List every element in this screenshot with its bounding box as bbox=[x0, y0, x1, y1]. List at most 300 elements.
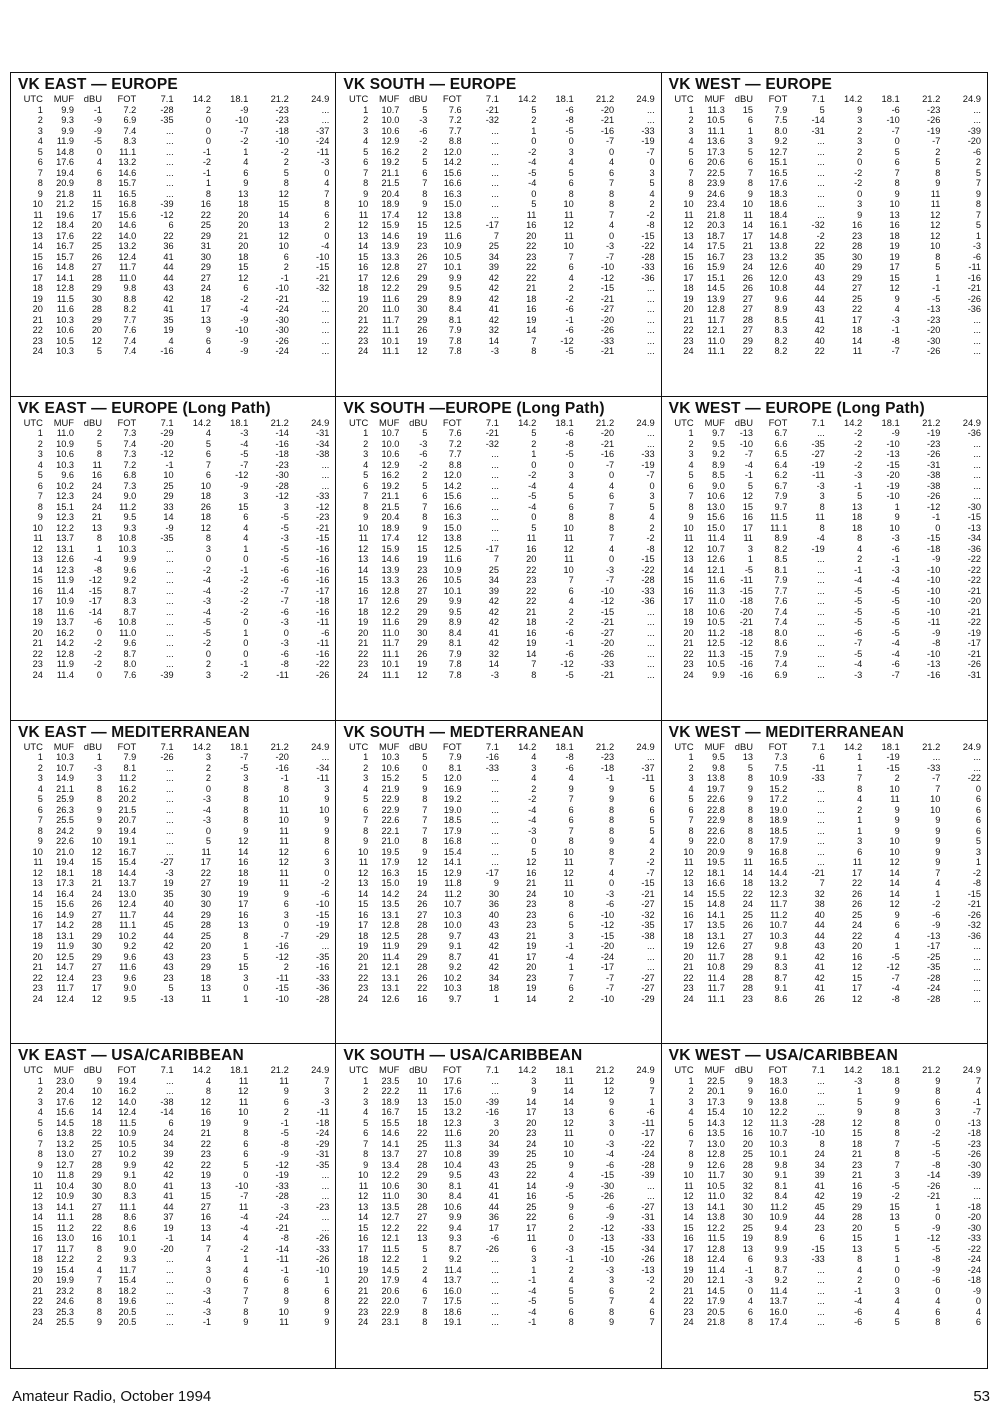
table-cell: 8 bbox=[747, 815, 753, 825]
table-cell: 27 bbox=[417, 1212, 428, 1223]
table-cell: ... bbox=[321, 1170, 330, 1181]
table-row bbox=[343, 136, 654, 147]
table-cell: 23.5 bbox=[381, 1075, 400, 1086]
table-cell: ... bbox=[817, 554, 825, 565]
table-row bbox=[18, 649, 329, 660]
table-cell: 0 bbox=[96, 146, 103, 157]
table-cell: 23 bbox=[358, 659, 369, 670]
table-cell: 8 bbox=[324, 199, 330, 209]
table-cell: 8 bbox=[243, 930, 249, 941]
table-cell: 19 bbox=[683, 941, 694, 951]
column-header: 21.2 bbox=[922, 93, 941, 104]
table-cell: 4 bbox=[649, 836, 655, 846]
table-cell: -8 bbox=[93, 564, 103, 575]
table-cell: 5 bbox=[975, 167, 981, 178]
table-cell: 1 bbox=[688, 104, 694, 115]
table-cell: 11 bbox=[564, 857, 574, 867]
table-cell: 5 bbox=[363, 146, 369, 157]
table-cell: 7 bbox=[568, 972, 574, 983]
table-cell: -22 bbox=[967, 617, 981, 628]
table-row bbox=[669, 1296, 981, 1307]
table-cell: 16 bbox=[526, 543, 537, 554]
table-cell: -39 bbox=[160, 199, 174, 209]
table-row bbox=[669, 1128, 981, 1139]
table-cell: 0 bbox=[894, 1275, 900, 1286]
table-row bbox=[18, 439, 329, 450]
table-cell: 9 bbox=[894, 1096, 900, 1107]
table-cell: 15.6 bbox=[56, 1107, 75, 1118]
table-cell: 6 bbox=[609, 1107, 615, 1118]
table-row bbox=[343, 533, 654, 544]
table-cell: -32 bbox=[641, 909, 655, 920]
table-cell: 22 bbox=[814, 346, 825, 356]
table-cell: 1 bbox=[243, 146, 249, 157]
table-cell: 10.1 bbox=[443, 262, 462, 272]
table-cell: 15 bbox=[683, 251, 694, 262]
table-cell: 19.2 bbox=[381, 157, 400, 167]
table-cell: -28 bbox=[160, 104, 174, 115]
table-cell: 14 bbox=[163, 512, 174, 523]
table-cell: 22 bbox=[526, 241, 537, 251]
table-cell: 6 bbox=[935, 1096, 941, 1107]
table-cell: -15 bbox=[739, 585, 753, 596]
column-header: 21.2 bbox=[922, 1064, 941, 1076]
propagation-panel bbox=[336, 73, 661, 397]
table-cell: -39 bbox=[967, 1170, 981, 1181]
table-cell: -13 bbox=[927, 930, 941, 941]
table-row bbox=[669, 294, 981, 305]
table-cell: 19 bbox=[417, 878, 428, 888]
table-cell: 8.9 bbox=[774, 304, 788, 314]
table-row bbox=[669, 920, 981, 931]
table-cell: 32 bbox=[814, 888, 825, 899]
table-cell: 17 bbox=[852, 867, 863, 878]
table-cell: 8 bbox=[609, 188, 615, 199]
table-cell: 11.1 bbox=[770, 522, 788, 533]
table-cell: 14 bbox=[238, 846, 249, 857]
table-cell: ... bbox=[491, 1075, 499, 1086]
table-row bbox=[18, 178, 329, 189]
table-cell: -19 bbox=[967, 627, 981, 638]
table-row bbox=[18, 994, 329, 1005]
table-cell: 15.5 bbox=[706, 888, 725, 899]
table-cell: -10 bbox=[886, 438, 900, 449]
table-cell: 43 bbox=[488, 920, 499, 930]
table-cell: 9.2 bbox=[448, 1254, 462, 1265]
table-cell: 20.3 bbox=[706, 220, 725, 230]
table-cell: -32 bbox=[485, 438, 499, 449]
table-cell: 7.8 bbox=[448, 346, 462, 356]
table-cell: -11 bbox=[642, 1117, 655, 1128]
table-row bbox=[669, 210, 981, 221]
column-header: 18.1 bbox=[230, 1064, 249, 1076]
table-cell: -30 bbox=[967, 1159, 981, 1170]
table-cell: 23 bbox=[417, 241, 428, 251]
table-cell: 19 bbox=[32, 617, 43, 628]
table-cell: -15 bbox=[88, 585, 103, 596]
table-cell: 8 bbox=[688, 1149, 694, 1160]
table-cell: 18.9 bbox=[769, 815, 788, 825]
table-cell: ... bbox=[646, 293, 655, 304]
column-header: 7.1 bbox=[160, 416, 174, 428]
table-cell: ... bbox=[973, 104, 981, 115]
table-cell: 6 bbox=[894, 920, 900, 930]
table-cell: 13.2 bbox=[118, 157, 137, 167]
table-cell: -18 bbox=[967, 1201, 981, 1212]
table-cell: -26 bbox=[641, 1254, 655, 1265]
table-cell: -2 bbox=[240, 669, 249, 680]
table-cell: -7 bbox=[605, 251, 615, 262]
table-cell: 11.4 bbox=[770, 1285, 788, 1296]
table-cell: ... bbox=[646, 438, 655, 449]
table-header-row bbox=[18, 418, 329, 429]
table-cell: 22.6 bbox=[706, 794, 725, 804]
table-cell: ... bbox=[491, 136, 499, 146]
panel-title: VK SOUTH — MEDTERRANEAN bbox=[343, 723, 584, 741]
table-cell: 14 bbox=[526, 993, 537, 1004]
table-cell: 12.9 bbox=[381, 136, 400, 146]
table-cell: 4 bbox=[935, 878, 941, 888]
table-cell: 16.0 bbox=[769, 1086, 788, 1097]
table-cell: 8 bbox=[609, 1306, 615, 1317]
table-cell: 10.6 bbox=[381, 1180, 400, 1191]
table-cell: -9 bbox=[932, 627, 941, 638]
table-cell: 5 bbox=[894, 1317, 900, 1328]
table-cell: 18 bbox=[32, 1254, 43, 1265]
table-cell: -3 bbox=[854, 470, 863, 481]
table-cell: 27 bbox=[200, 272, 211, 283]
table-cell: ... bbox=[321, 470, 330, 481]
table-cell: -12 bbox=[560, 335, 574, 346]
table-cell: 5 bbox=[422, 157, 428, 167]
table-cell: 22 bbox=[526, 596, 537, 607]
table-cell: -5 bbox=[932, 1138, 941, 1149]
table-cell: 14 bbox=[32, 1212, 43, 1223]
table-cell: 10 bbox=[278, 241, 289, 251]
table-cell: 11.1 bbox=[119, 146, 137, 157]
table-cell: 7 bbox=[493, 230, 499, 241]
table-cell: 9 bbox=[609, 836, 615, 846]
table-row bbox=[669, 157, 981, 168]
table-cell: 17 bbox=[358, 272, 369, 283]
table-cell: 30 bbox=[91, 293, 103, 304]
table-cell: 1 bbox=[205, 178, 211, 188]
table-cell: -6 bbox=[646, 1107, 655, 1118]
table-cell: 16.6 bbox=[443, 501, 462, 512]
table-cell: -26 bbox=[275, 335, 289, 346]
table-cell: -3 bbox=[93, 762, 103, 773]
table-cell: 21 bbox=[238, 230, 249, 241]
table-cell: 4 bbox=[168, 335, 174, 346]
table-cell: 29 bbox=[852, 1201, 863, 1212]
table-row bbox=[669, 565, 981, 576]
table-cell: 20 bbox=[238, 220, 249, 230]
table-cell: 17 bbox=[200, 857, 211, 867]
table-cell: -33 bbox=[927, 762, 941, 773]
table-cell: 16 bbox=[742, 1128, 753, 1139]
table-cell: 13 bbox=[742, 752, 753, 762]
table-cell: 5 bbox=[747, 146, 753, 157]
table-cell: 24 bbox=[683, 993, 694, 1004]
table-cell: 1 bbox=[531, 125, 537, 136]
table-cell: 39 bbox=[488, 585, 499, 596]
table-cell: 11.0 bbox=[119, 272, 137, 283]
table-cell: -9 bbox=[932, 1222, 941, 1233]
table-cell: 6 bbox=[324, 846, 330, 857]
table-cell: ... bbox=[491, 836, 499, 846]
table-cell: 0 bbox=[283, 920, 289, 930]
table-cell: 7 bbox=[747, 167, 753, 178]
table-cell: 23 bbox=[814, 1222, 825, 1233]
table-cell: 9.3 bbox=[774, 1254, 788, 1265]
table-cell: 9.9 bbox=[712, 669, 725, 680]
column-header: 14.2 bbox=[518, 740, 537, 752]
table-cell: -13 bbox=[967, 1117, 981, 1128]
table-cell: -20 bbox=[600, 428, 615, 439]
table-cell: 42 bbox=[488, 617, 499, 628]
table-cell: 12 bbox=[742, 491, 753, 502]
table-cell: 8 bbox=[894, 1075, 900, 1086]
table-cell: 20 bbox=[358, 951, 369, 962]
table-cell: -1 bbox=[240, 564, 249, 575]
table-cell: 7 bbox=[857, 773, 863, 783]
table-cell: 15 bbox=[417, 1107, 428, 1118]
table-cell: -2 bbox=[565, 617, 574, 628]
table-cell: 7 bbox=[649, 1086, 655, 1097]
table-cell: 9.2 bbox=[774, 136, 788, 146]
table-cell: ... bbox=[973, 752, 981, 762]
table-cell: 12 bbox=[278, 846, 289, 857]
table-cell: ... bbox=[321, 1180, 330, 1191]
table-cell: -8 bbox=[280, 659, 289, 670]
table-cell: -29 bbox=[160, 428, 174, 439]
table-cell: -15 bbox=[641, 878, 655, 888]
table-cell: 13 bbox=[358, 230, 369, 241]
table-cell: 28 bbox=[742, 983, 753, 993]
table-cell: -38 bbox=[316, 449, 330, 460]
table-cell: 15 bbox=[238, 262, 249, 272]
table-cell: 16 bbox=[683, 1233, 694, 1244]
table-row bbox=[343, 1128, 654, 1139]
table-cell: 42 bbox=[814, 325, 825, 335]
table-cell: 7 bbox=[975, 1075, 981, 1086]
table-cell: 44 bbox=[814, 920, 825, 930]
table-cell: 8 bbox=[568, 1317, 574, 1328]
table-cell: 19 bbox=[358, 617, 369, 628]
panel-title: VK EAST — MEDITERRANEAN bbox=[18, 723, 250, 741]
table-cell: 8 bbox=[283, 783, 289, 794]
table-cell: 0 bbox=[243, 1170, 249, 1181]
table-row bbox=[343, 962, 654, 973]
table-cell: -5 bbox=[280, 543, 289, 554]
table-cell: 6 bbox=[37, 1128, 43, 1139]
table-cell: ... bbox=[491, 501, 499, 512]
table-cell: 5 bbox=[747, 480, 753, 491]
table-cell: -16 bbox=[739, 659, 753, 670]
table-cell: 7 bbox=[688, 1138, 694, 1149]
table-cell: -26 bbox=[927, 115, 941, 125]
table-cell: 5 bbox=[205, 836, 211, 846]
table-cell: 8 bbox=[568, 512, 574, 523]
table-cell: ... bbox=[321, 304, 330, 314]
table-cell: -31 bbox=[967, 669, 981, 680]
table-cell: 11.6 bbox=[56, 606, 75, 617]
table-cell: 9 bbox=[975, 188, 981, 199]
table-row bbox=[343, 1254, 654, 1265]
column-header: 21.2 bbox=[270, 1064, 289, 1076]
table-cell: 4 bbox=[568, 596, 574, 607]
table-cell: 13 bbox=[200, 1222, 211, 1233]
table-cell: 7.7 bbox=[123, 314, 137, 325]
propagation-panel bbox=[11, 1044, 336, 1368]
table-cell: 10 bbox=[563, 1149, 574, 1160]
table-cell: 29 bbox=[91, 930, 103, 941]
table-cell: ... bbox=[646, 669, 655, 680]
table-cell: 6 bbox=[363, 480, 369, 491]
table-cell: 10.1 bbox=[381, 335, 400, 346]
table-cell: 7.2 bbox=[123, 459, 137, 470]
table-cell: ... bbox=[817, 188, 825, 199]
table-cell: -5 bbox=[565, 449, 574, 460]
table-row bbox=[18, 199, 329, 210]
table-cell: ... bbox=[491, 773, 499, 783]
table-cell: 8 bbox=[894, 1107, 900, 1118]
table-cell: 7 bbox=[363, 1138, 369, 1149]
table-cell: 20 bbox=[358, 627, 369, 638]
table-cell: -28 bbox=[316, 993, 330, 1004]
table-cell: 19.1 bbox=[443, 1317, 462, 1328]
table-cell: 36 bbox=[163, 241, 174, 251]
table-cell: 6.2 bbox=[774, 470, 788, 481]
table-cell: 15 bbox=[683, 575, 694, 586]
table-cell: -5 bbox=[280, 1128, 289, 1139]
table-cell: -8 bbox=[565, 438, 574, 449]
table-cell: 16.2 bbox=[381, 146, 400, 157]
table-cell: ... bbox=[491, 157, 499, 167]
table-cell: 5 bbox=[935, 262, 941, 272]
table-cell: 7 bbox=[568, 825, 574, 836]
table-cell: -3 bbox=[280, 638, 289, 649]
table-row bbox=[343, 1181, 654, 1192]
table-cell: -6 bbox=[891, 104, 900, 115]
table-cell: -12 bbox=[160, 449, 174, 460]
table-row bbox=[343, 428, 654, 439]
table-cell: 11 bbox=[417, 1086, 428, 1097]
table-row bbox=[669, 784, 981, 795]
table-cell: 9 bbox=[324, 794, 330, 804]
table-cell: 23 bbox=[417, 564, 428, 575]
table-cell: ... bbox=[973, 335, 981, 346]
column-header: MUF bbox=[704, 93, 725, 104]
table-cell: 2 bbox=[568, 1222, 574, 1233]
table-cell: 7 bbox=[894, 167, 900, 178]
table-cell: 7 bbox=[935, 867, 941, 878]
table-cell: 12.3 bbox=[56, 491, 75, 502]
table-row bbox=[669, 126, 981, 137]
table-cell: 8 bbox=[37, 178, 43, 188]
table-cell: 5 bbox=[363, 470, 369, 481]
table-cell: 18 bbox=[91, 1117, 103, 1128]
table-cell: 19 bbox=[32, 941, 43, 951]
table-cell: 12 bbox=[91, 1096, 103, 1107]
table-cell: 11.0 bbox=[119, 627, 137, 638]
prediction-table bbox=[669, 418, 981, 681]
table-row bbox=[669, 346, 981, 357]
table-cell: 9 bbox=[894, 804, 900, 815]
table-cell: 14 bbox=[852, 335, 863, 346]
table-cell: 42 bbox=[488, 596, 499, 607]
table-cell: -5 bbox=[565, 669, 574, 680]
table-cell: 6 bbox=[975, 815, 981, 825]
table-cell: 25 bbox=[91, 1138, 103, 1149]
table-cell: 14 bbox=[742, 867, 753, 878]
table-cell: 5 bbox=[531, 522, 537, 533]
table-cell: 8.8 bbox=[123, 293, 137, 304]
table-row bbox=[18, 470, 329, 481]
table-cell: ... bbox=[646, 951, 655, 962]
table-cell: -39 bbox=[641, 1170, 655, 1181]
table-cell: 22.8 bbox=[706, 804, 725, 815]
table-cell: 11.0 bbox=[707, 335, 725, 346]
table-cell: 8.7 bbox=[123, 606, 137, 617]
table-cell: 16 bbox=[91, 1233, 103, 1244]
table-cell: 11 bbox=[238, 1075, 249, 1086]
table-cell: 29 bbox=[417, 638, 428, 649]
table-cell: 14 bbox=[683, 241, 694, 251]
table-cell: 10.5 bbox=[706, 115, 725, 125]
table-cell: -15 bbox=[600, 606, 615, 617]
table-cell: 9 bbox=[609, 794, 615, 804]
table-cell: 24.6 bbox=[706, 188, 725, 199]
table-cell: 7 bbox=[363, 491, 369, 502]
table-cell: -6 bbox=[565, 627, 574, 638]
table-cell: 13.1 bbox=[56, 543, 75, 554]
table-cell: 1 bbox=[243, 1254, 249, 1265]
table-cell: 8 bbox=[935, 167, 941, 178]
table-cell: 20 bbox=[852, 1222, 863, 1233]
column-header: UTC bbox=[23, 416, 43, 428]
table-cell: 10.4 bbox=[56, 1180, 75, 1191]
table-cell: 7.6 bbox=[123, 669, 137, 680]
table-cell: 8.8 bbox=[448, 136, 462, 146]
table-cell: -5 bbox=[854, 648, 863, 659]
table-cell: 44 bbox=[814, 283, 825, 293]
table-cell: -6 bbox=[605, 1159, 615, 1170]
table-row bbox=[18, 1233, 329, 1244]
table-cell: 15 bbox=[358, 575, 369, 586]
table-cell: 12.6 bbox=[769, 262, 788, 272]
table-cell: 11.6 bbox=[382, 617, 400, 628]
table-cell: 6 bbox=[283, 1275, 289, 1286]
table-row bbox=[343, 346, 654, 357]
table-row bbox=[343, 670, 654, 681]
table-cell: -26 bbox=[927, 346, 941, 356]
table-cell: 11.2 bbox=[444, 888, 462, 899]
table-cell: 18.6 bbox=[443, 1306, 462, 1317]
table-cell: ... bbox=[165, 564, 174, 575]
table-cell: 0 bbox=[894, 1264, 900, 1275]
table-cell: 11.4 bbox=[56, 669, 75, 680]
table-cell: -36 bbox=[967, 428, 981, 439]
table-cell: 29 bbox=[417, 272, 428, 283]
table-row bbox=[669, 428, 981, 439]
table-cell: 9.5 bbox=[448, 1170, 462, 1181]
table-cell: 13.5 bbox=[706, 1128, 725, 1139]
table-cell: 5 bbox=[688, 146, 694, 157]
table-cell: 15 bbox=[358, 899, 369, 909]
table-cell: 21.5 bbox=[118, 804, 137, 815]
table-cell: 14 bbox=[358, 241, 369, 251]
